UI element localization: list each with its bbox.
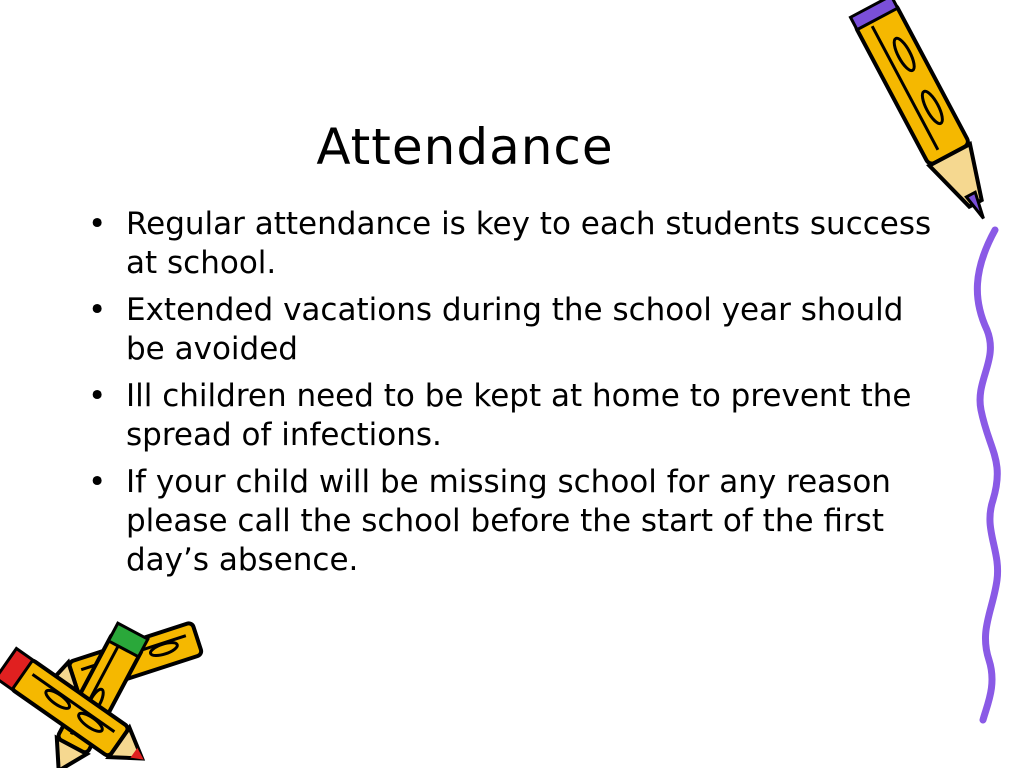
bullet-text: Regular attendance is key to each students success at school. — [126, 206, 932, 281]
bullet-text: Ill children need to be kept at home to prevent the spread of infections. — [126, 378, 912, 453]
bullet-item — [88, 291, 948, 369]
bullet-item — [88, 377, 948, 455]
bullet-marker: • — [88, 464, 107, 500]
bullet-text: If your child will be missing school for any reason please call the school before the start of the first day’s absence. — [126, 464, 891, 578]
squiggle-border-line — [965, 230, 1015, 720]
bullet-marker: • — [88, 378, 107, 414]
bullet-marker: • — [88, 292, 107, 328]
bullet-text: Extended vacations during the school year should be avoided — [126, 292, 904, 367]
bullet-item — [88, 463, 948, 580]
crossed-pencils-icon — [0, 618, 210, 768]
bullet-item — [88, 205, 948, 283]
bullet-marker: • — [88, 206, 107, 242]
slide-title: Attendance — [316, 118, 614, 176]
bullet-list — [88, 205, 948, 588]
